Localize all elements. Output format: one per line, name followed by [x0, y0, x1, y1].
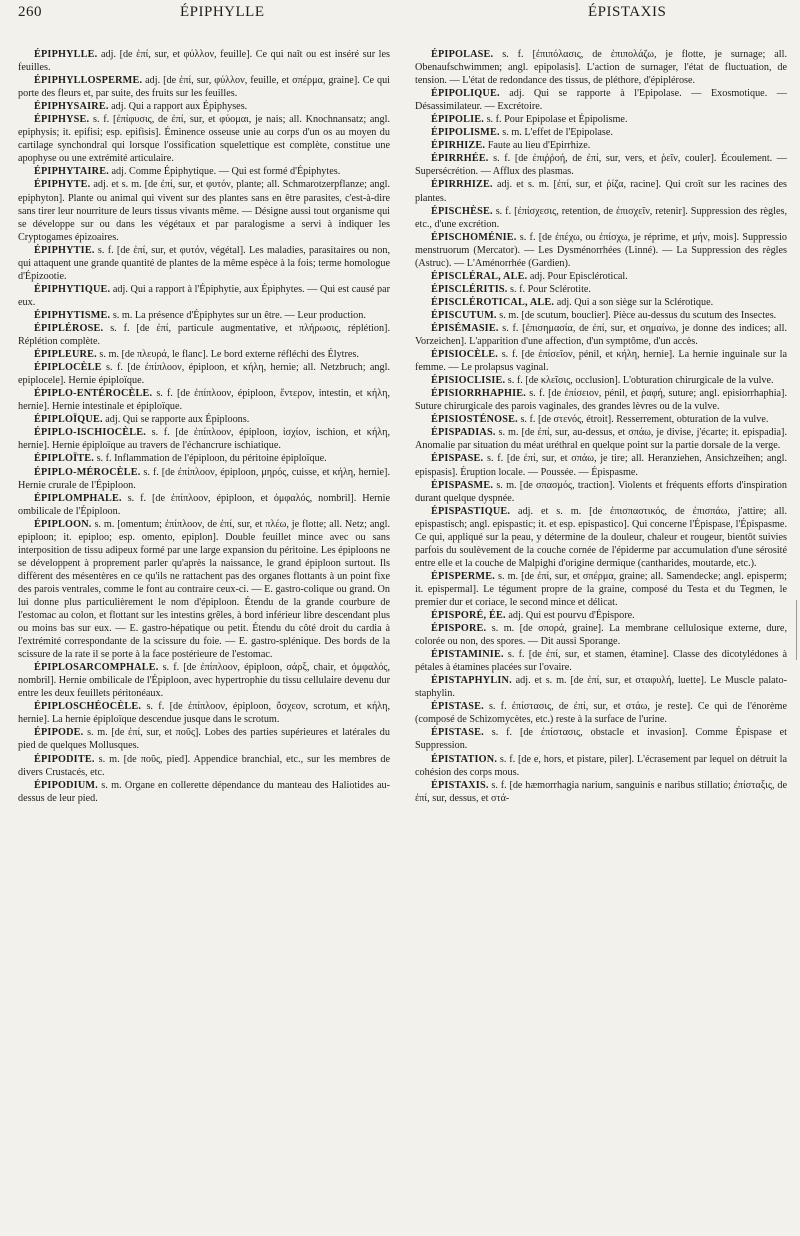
- entry-definition: s. m. L'effet de l'Epipolase.: [499, 127, 613, 139]
- entry-headword: ÉPIPLOMPHALE.: [34, 492, 122, 504]
- dictionary-entry: [18, 492, 390, 518]
- dictionary-entry: [18, 283, 390, 309]
- entry-definition: s. f. [de στενός, étroit]. Resserrement, obturation de la vulve.: [517, 414, 769, 426]
- entry-headword: ÉPIPOLISME.: [431, 127, 500, 139]
- dictionary-entry: [415, 309, 787, 322]
- binding-edge-mark: [796, 600, 797, 660]
- dictionary-entry: [415, 426, 787, 452]
- dictionary-entry: [415, 178, 787, 204]
- entry-definition: s. f. [de ἐπί, sur, et σπάω, je tire; all. Heranziehen, Ansichzeihen; angl. epispasis]. Éruption locale. — Poussée. — Épispasme.: [415, 453, 787, 478]
- entry-definition: s. f. [de e, hors, et pistare, piler]. L'écrasement par lequel on détruit la cohésion des corps mous.: [415, 753, 787, 778]
- entry-headword: ÉPISCLÉRITIS.: [431, 283, 508, 295]
- entry-definition: adj. Qui a son siège sur la Sclérotique.: [554, 296, 714, 308]
- entry-headword: ÉPISPASTIQUE.: [431, 505, 511, 517]
- entry-headword: ÉPISTASE.: [431, 701, 484, 713]
- entry-headword: ÉPIPLEURE.: [34, 349, 97, 361]
- dictionary-entry: [415, 726, 787, 752]
- dictionary-entry: [415, 348, 787, 374]
- dictionary-entry: [18, 244, 390, 283]
- entry-definition: s. f. [de ἐπέχω, ou ἐπίσχω, je réprime, et μήν, mois]. Suppressio menstruorum (Mercator). — Les Dysménorrhées (Linné). — La Suppression des règles (Astruc). — L'Aménorrhée (Gardien).: [415, 231, 787, 269]
- entry-definition: s. f. Pour Epipolase et Épipolisme.: [484, 114, 628, 126]
- entry-headword: ÉPIPLOSARCOMPHALE.: [34, 662, 159, 674]
- dictionary-entry: [18, 452, 390, 465]
- dictionary-entry: [18, 48, 390, 74]
- entry-definition: adj. [de ἐπί, sur, et φύλλον, feuille]. Ce qui naît ou est inséré sur les feuilles.: [18, 49, 390, 74]
- dictionary-entry: [415, 283, 787, 296]
- dictionary-entry: [18, 700, 390, 726]
- entry-headword: ÉPISTASE.: [431, 727, 484, 739]
- entry-headword: ÉPIPLO-ENTÉROCÈLE.: [34, 388, 153, 400]
- entry-headword: ÉPIPHYLLOSPERME.: [34, 75, 143, 87]
- entry-definition: adj. Qui a rapport aux Épiphyses.: [108, 101, 248, 113]
- dictionary-entry: [415, 48, 787, 87]
- entry-headword: ÉPISPORE.: [431, 623, 487, 635]
- entry-definition: adj. et s. m. [de ἐπί, sur, et φυτόν, plante; all. Schmarotzerpflanze; angl. epiphyton]. Plante ou animal qui vivent sur des plantes sans en être parasites, c'est-à-dire sans tirer leur nourriture de leurs tissus vivants même. — Désigne aussi tout organisme qui se développe sur ou dans les végétaux et par paralogisme a servi à indiquer les Cryptogames épizoaires.: [18, 179, 390, 243]
- entry-headword: ÉPISIOSTÉNOSE.: [431, 414, 518, 426]
- dictionary-entry: [18, 413, 390, 426]
- entry-headword: ÉPISIORRHAPHIE.: [431, 388, 526, 400]
- left-column: [18, 48, 390, 805]
- dictionary-entry: [415, 413, 787, 426]
- entry-headword: ÉPIPOLASE.: [431, 49, 494, 60]
- entry-headword: ÉPISIOCÈLE.: [431, 349, 499, 361]
- dictionary-entry: [18, 753, 390, 779]
- entry-definition: s. m. [de σπασμός, traction]. Violents et fréquents efforts d'inspiration durant quelque dyspnée.: [415, 479, 787, 504]
- dictionary-entry: [415, 322, 787, 348]
- entry-definition: s. m. [de ἐπί, sur, et ποῦς]. Lobes des parties supérieures et latérales du pied de quelques Mollusques.: [18, 727, 390, 752]
- entry-definition: s. f. Inflammation de l'épiploon, du péritoine épiploïque.: [94, 453, 327, 465]
- entry-headword: ÉPISPASME.: [431, 479, 494, 491]
- entry-headword: ÉPISPASE.: [431, 453, 484, 465]
- dictionary-entry: [18, 361, 390, 387]
- entry-headword: ÉPISCLÉROTICAL, ALE.: [431, 296, 555, 308]
- entry-headword: ÉPISIOCLISIE.: [431, 375, 506, 387]
- dictionary-entry: [18, 518, 390, 662]
- dictionary-entry: [18, 387, 390, 413]
- entry-headword: ÉPIPHYTIE.: [34, 244, 95, 256]
- entry-headword: ÉPISPORÉ, ÉE.: [431, 610, 506, 622]
- entry-definition: adj. Qui a rapport à l'Épiphytie, aux Épiphytes. — Qui est causé par eux.: [18, 283, 390, 308]
- dictionary-entry: [18, 779, 390, 805]
- entry-definition: adj. Qui se rapporte à l'Epipolase. — Exosmotique. — Désassimilateur. — Excrétoire.: [415, 88, 787, 113]
- dictionary-entry: [18, 322, 390, 348]
- entry-headword: ÉPIRRHIZE.: [431, 179, 493, 191]
- entry-definition: s. f. [ἐπίσχεσις, retention, de ἐπισχεῖν, retenir]. Suppression des règles, etc., d'une excrétion.: [415, 205, 787, 230]
- dictionary-entry: [18, 661, 390, 700]
- entry-definition: s. f. [de ἐπί, sur, et φυτόν, végétal]. Les maladies, parasitaires ou non, qui attaquent une grande quantité de plantes de la même espèce à la fois; terme homologue d'Épizootie.: [18, 244, 390, 282]
- entry-headword: ÉPIRHIZE.: [431, 140, 486, 152]
- entry-definition: s. m. [de scutum, bouclier]. Pièce au-dessus du scutum des Insectes.: [496, 309, 777, 321]
- dictionary-entry: [415, 87, 787, 113]
- dictionary-entry: [18, 165, 390, 178]
- entry-headword: ÉPIPLOÏTE.: [34, 453, 95, 465]
- entry-definition: adj. [de ἐπί, sur, φύλλον, feuille, et σπέρμα, graine]. Ce qui porte des fleurs et, par suite, des fruits sur les feuilles.: [18, 75, 390, 100]
- entry-headword: ÉPIRRHÉE.: [431, 153, 489, 165]
- entry-definition: s. m. [de πλευρά, le flanc]. Le bord externe réfléchi des Élytres.: [96, 349, 359, 361]
- entry-headword: ÉPISCLÉRAL, ALE.: [431, 270, 528, 282]
- entry-definition: s. f. [de ἐπίπλοον, épiploon, μηρός, cuisse, et κήλη, hernie]. Hernie crurale de l'Épiploon.: [18, 466, 390, 491]
- entry-headword: ÉPISTAMINIE.: [431, 649, 504, 661]
- dictionary-entry: [415, 374, 787, 387]
- entry-definition: s. m. [omentum; ἐπίπλοον, de ἐπί, sur, et πλέω, je flotte; all. Netz; angl. epiploon; it. epiploo; esp. omento, epiplon]. Double feuillet mince avec ou sans interposition de tissu adipeux formé par une large expansion du péritoine. Les épiploons ne se développent à proprement parler qu'après la naissance, le grand épiploon surtout. Ils diffèrent des mésentères en ce qu'ils ne rattachent pas des organes flottants à un point fixe des parois ventrales, comme le font au contraire ceux-ci. — E. gastro-colique ou grand. On lui donne plus particulièrement le nom d'épiploon. Étendu de la grande courbure de l'estomac au colon, et flottant sur les intestins grêles, à bord inférieur libre descendant plus ou moins bas sur eux. — E. gastro-hépatique ou petit. Étendu du côté droit du cardia à l'extrémité correspondante de la scissure du foie. — E. gastro-splénique. Des bords de la scissure de la rate il se porte à la face postérieure de l'estomac.: [18, 518, 390, 661]
- entry-headword: ÉPIPOLIE.: [431, 114, 485, 126]
- entry-headword: ÉPISCHOMÉNIE.: [431, 231, 517, 243]
- entry-definition: s. f. [de ἐπί, sur, et stamen, étamine]. Classe des dicotylédones à pétales à étamines placées sur l'ovaire.: [415, 649, 787, 674]
- entry-definition: s. f. [de ἐπίπλοον, épiploon, ἔντερον, intestin, et κήλη, hernie]. Hernie intestinale et épiploïque.: [18, 388, 390, 413]
- entry-definition: s. m. [de ἐπί, sur, et σπέρμα, graine; all. Samendecke; angl. episperm; it. epispermal]. Le tégument propre de la graine, composé du Testa et du Tegmen, le premier dur et coriace, le second mince et délicat.: [415, 570, 787, 608]
- dictionary-entry: [18, 309, 390, 322]
- dictionary-entry: [415, 622, 787, 648]
- dictionary-entry: [415, 270, 787, 283]
- entry-headword: ÉPIPOLIQUE.: [431, 88, 500, 100]
- entry-definition: s. f. [ἐπισημασία, de ἐπί, sur, et σημαίνω, je donne des indices; all. Vorzeichen]. L'apparition d'une affection, d'un symptôme, d'un accès.: [415, 322, 787, 348]
- entry-definition: s. f. [de ἐπιῤῥοή, de ἐπί, sur, vers, et ῥεῖν, couler]. Écoulement. — Supersécrétion. — Afflux des plasmas.: [415, 153, 787, 178]
- entry-headword: ÉPISCUTUM.: [431, 309, 497, 321]
- entry-headword: ÉPIPLO-MÉROCÈLE.: [34, 466, 141, 478]
- entry-headword: ÉPISPERME.: [431, 570, 495, 582]
- entry-definition: adj. Qui se rapporte aux Épiploons.: [102, 414, 250, 426]
- dictionary-entry: [18, 100, 390, 113]
- dictionary-entry: [18, 113, 390, 165]
- dictionary-entry: [415, 753, 787, 779]
- entry-headword: ÉPISÉMASIE.: [431, 322, 499, 334]
- entry-headword: ÉPIPLOSCHÉOCÈLE.: [34, 701, 142, 713]
- entry-headword: ÉPIPHYTISME.: [34, 309, 111, 321]
- dictionary-entry: [415, 296, 787, 309]
- dictionary-entry: [415, 387, 787, 413]
- dictionary-entry: [415, 609, 787, 622]
- dictionary-entry: [18, 178, 390, 243]
- dictionary-entry: [415, 779, 787, 805]
- entry-definition: s. f. [de ἐπίστασις, obstacle et invasion]. Comme Épispase et Suppression.: [415, 727, 787, 752]
- dictionary-entry: [415, 700, 787, 726]
- entry-definition: s. f. [de ἐπίπλοον, épiploon, et κήλη, hernie; all. Netzbruch; angl. epiplocele]. Hernie épiploïque.: [18, 362, 390, 387]
- dictionary-entry: [415, 674, 787, 700]
- dictionary-entry: [415, 231, 787, 270]
- dictionary-entry: [18, 348, 390, 361]
- dictionary-entry: [415, 126, 787, 139]
- dictionary-entry: [415, 452, 787, 478]
- entry-headword: ÉPISTAPHYLIN.: [431, 675, 512, 687]
- entry-headword: ÉPIPLOCÈLE: [34, 362, 102, 374]
- left-running-head: ÉPIPHYLLE: [180, 4, 265, 20]
- dictionary-entry: [415, 648, 787, 674]
- right-running-head: ÉPISTAXIS: [588, 4, 667, 20]
- entry-definition: s. f. [de ἐπίπλοον, épiploon, ἰσχίον, ischion, et κήλη, hernie]. Hernie épiploïque au travers de l'échancrure ischiatique.: [18, 427, 390, 452]
- entry-headword: ÉPIPLO-ISCHIOCÈLE.: [34, 427, 147, 439]
- entry-definition: s. f. [ἐπιπόλασις, de ἐπιπολάζω, je flotte, je surnage; all. Obenaufschwimmen; angl. epipolasis]. L'action de surnager, l'état de fluctuation, de tension. — L'état de redondance des tissus, de pléthore, d'épiplérose.: [415, 49, 787, 87]
- entry-headword: ÉPIPHYLLE.: [34, 49, 98, 60]
- dictionary-entry: [415, 113, 787, 126]
- entry-definition: s. f. [de ἐπίπλοον, épiploon, et ὀμφαλός, nombril]. Hernie ombilicale de l'Épiploon.: [18, 492, 390, 517]
- entry-definition: adj. Comme Épiphytique. — Qui est formé d'Épiphytes.: [108, 166, 341, 178]
- entry-definition: s. f. [de ἐπίσεῖον, pénil, et κήλη, hernie]. La hernie inguinale sur la femme. — Le prolapsus vaginal.: [415, 349, 787, 374]
- entry-headword: ÉPIPHYTE.: [34, 179, 91, 191]
- entry-definition: adj. et s. m. [de ἐπί, sur, et σταφυλή, luette]. Le Muscle palato-staphylin.: [415, 675, 787, 700]
- entry-headword: ÉPIPODE.: [34, 727, 84, 739]
- entry-headword: ÉPIPHYSAIRE.: [34, 101, 109, 113]
- entry-definition: s. f. [de ἐπίπλοον, épiploon, ὄσχεον, scrotum, et κήλη, hernie]. La hernie épiploïque descendue jusque dans le scrotum.: [18, 701, 390, 726]
- entry-headword: ÉPIPHYTAIRE.: [34, 166, 109, 178]
- entry-definition: adj. Pour Episclérotical.: [527, 270, 628, 282]
- entry-definition: s. m. [de ἐπί, sur, au-dessus, et σπάω, je divise, j'écarte; it. epispadia]. Anomalie par situation du méat uréthral en quelque point sur la partie dorsale de la verge.: [415, 427, 787, 452]
- entry-headword: ÉPIPHYSE.: [34, 114, 90, 126]
- dictionary-entry: [415, 505, 787, 570]
- dictionary-entry: [415, 479, 787, 505]
- dictionary-entry: [18, 74, 390, 100]
- entry-definition: s. f. ἐπίστασις, de ἐπί, sur, et στάω, je reste]. Ce qui de l'énorème (composé de Schizomycètes, etc.) reste à la surface de l'urine.: [415, 701, 787, 726]
- right-column: [415, 48, 787, 805]
- entry-headword: ÉPIPODIUM.: [34, 779, 98, 791]
- entry-definition: Faute au lieu d'Epirrhize.: [485, 140, 591, 152]
- entry-definition: s. f. [de hæmorrhagia narium, sanguinis e naribus stillatio; ἐπίσταξις, de ἐπί, sur, dessus, et στά-: [415, 779, 787, 804]
- entry-definition: s. f. Pour Sclérotite.: [507, 283, 591, 295]
- entry-headword: ÉPIPLOON.: [34, 518, 92, 530]
- entry-definition: s. f. [de κλεῖσις, occlusion]. L'obturation chirurgicale de la vulve.: [505, 375, 774, 387]
- entry-headword: ÉPISPADIAS.: [431, 427, 496, 439]
- dictionary-entry: [415, 139, 787, 152]
- entry-definition: adj. et s. m. [de ἐπισπαστικός, de ἐπισπάω, j'attire; all. epispastisch; angl. epispastic; it. et esp. epispastico]. Qui concerne l'Épispase, l'Épispasme. Ce qui, appliqué sur la peau, y détermine de la douleur, chaleur et rougeur, bientôt suivies parfois du soulèvement de la couche cornée de l'épiderme par accumulation d'une sérosité entre elle et la couche de Malpighi d'origine dermique (cantharides, moutarde, etc.).: [415, 505, 787, 569]
- entry-definition: s. m. [de σπορά, graine]. La membrane cellulosique externe, dure, colorée ou non, des spores. — Dit aussi Sporange.: [415, 623, 787, 648]
- entry-definition: s. f. [de ἐπίσειον, pénil, et ῥαφή, suture; angl. episiorrhaphia]. Suture chirurgicale des parois vaginales, des grandes lèvres ou de la vulve.: [415, 388, 787, 413]
- entry-headword: ÉPISTATION.: [431, 753, 498, 765]
- entry-headword: ÉPIPLOÏQUE.: [34, 414, 103, 426]
- dictionary-entry: [18, 466, 390, 492]
- entry-definition: s. f. [de ἐπίπλοον, épiploon, σάρξ, chair, et ὀμφαλός, nombril]. Hernie ombilicale de l'Épiploon, avec hypertrophie du tissu cellulaire devenu dur entre les deux feuillets péritonéaux.: [18, 662, 390, 700]
- entry-definition: s. f. [de ἐπί, particule augmentative, et πλήρωσις, réplétion]. Réplétion complète.: [18, 322, 390, 348]
- dictionary-entry: [415, 152, 787, 178]
- entry-definition: s. m. Organe en collerette dépendance du manteau des Haliotides au-dessus de leur pied.: [18, 779, 390, 804]
- entry-headword: ÉPIPLÉROSE.: [34, 322, 104, 334]
- entry-definition: adj. Qui est pourvu d'Épispore.: [505, 610, 635, 622]
- page-number: 260: [18, 4, 42, 20]
- dictionary-entry: [415, 205, 787, 231]
- entry-definition: adj. et s. m. [ἐπί, sur, et ῥίζα, racine]. Qui croît sur les racines des plantes.: [415, 179, 787, 204]
- entry-definition: s. m. [de ποῦς, pied]. Appendice branchial, etc., sur les membres de divers Crustacés, etc.: [18, 753, 390, 778]
- dictionary-entry: [415, 570, 787, 609]
- entry-headword: ÉPISTAXIS.: [431, 779, 489, 791]
- entry-headword: ÉPIPODITE.: [34, 753, 95, 765]
- dictionary-entry: [18, 726, 390, 752]
- dictionary-entry: [18, 426, 390, 452]
- page-header: [18, 4, 782, 24]
- entry-headword: ÉPIPHYTIQUE.: [34, 283, 111, 295]
- entry-definition: s. f. [ἐπίφυσις, de ἐπί, sur, et φύομαι, je nais; all. Knochnansatz; angl. epiphysis; it. epifisi; esp. epifisis]. Éminence osseuse unie au corps d'un os au moyen du cartilage synchondral qui lorsque l'ossification squelettique est complète, constitue une apophyse ou une extrémité articulaire.: [18, 114, 390, 165]
- entry-definition: s. m. La présence d'Épiphytes sur un être. — Leur production.: [110, 309, 366, 321]
- entry-headword: ÉPISCHÈSE.: [431, 205, 493, 217]
